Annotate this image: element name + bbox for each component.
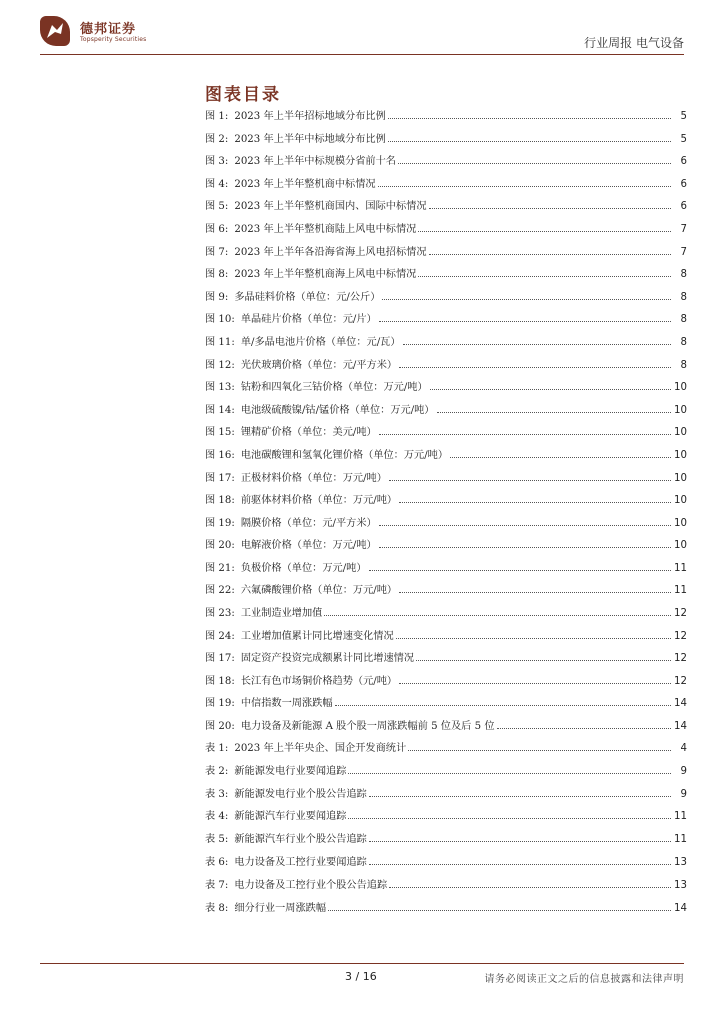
figure-toc-entry[interactable] bbox=[205, 220, 687, 243]
toc-entry-label bbox=[205, 288, 380, 303]
toc-entry-number: 图 24: bbox=[205, 630, 235, 642]
toc-leader-dots bbox=[369, 864, 671, 865]
figure-toc-entry[interactable] bbox=[205, 559, 687, 582]
table-list bbox=[205, 739, 687, 921]
toc-entry-number: 图 12: bbox=[205, 359, 235, 371]
page-number: 3 / 16 bbox=[345, 970, 377, 983]
page-header bbox=[0, 0, 724, 56]
toc-entry-page: 10 bbox=[674, 517, 687, 529]
toc-leader-dots bbox=[348, 818, 671, 819]
toc-entry-number: 图 8: bbox=[205, 269, 229, 281]
toc-entry-title: 电池级硫酸镍/钴/锰价格（单位：万元/吨） bbox=[240, 404, 435, 416]
toc-entry-page: 12 bbox=[674, 653, 687, 665]
toc-entry-page: 6 bbox=[680, 156, 687, 168]
toc-entry-page: 12 bbox=[674, 630, 687, 642]
toc-leader-dots bbox=[369, 796, 671, 797]
toc-entry-number: 图 18: bbox=[205, 675, 235, 687]
table-toc-entry[interactable] bbox=[205, 807, 687, 830]
toc-entry-number: 表 8: bbox=[205, 902, 229, 914]
toc-entry-title: 新能源汽车行业要闻追踪 bbox=[234, 811, 347, 823]
figure-toc-entry[interactable] bbox=[205, 243, 687, 266]
toc-leader-dots bbox=[388, 118, 671, 119]
toc-entry-title: 单晶硅片价格（单位：元/片） bbox=[240, 314, 377, 326]
toc-entry-title: 细分行业一周涨跌幅 bbox=[234, 902, 327, 914]
toc-entry-page: 8 bbox=[680, 336, 687, 348]
toc-entry-page: 14 bbox=[674, 902, 687, 914]
toc-entry-page: 8 bbox=[680, 269, 687, 281]
figure-toc-entry[interactable] bbox=[205, 514, 687, 537]
toc-entry-page: 10 bbox=[674, 540, 687, 552]
table-toc-entry[interactable] bbox=[205, 785, 687, 808]
toc-entry-title: 新能源发电行业个股公告追踪 bbox=[234, 788, 367, 800]
toc-entry-page: 9 bbox=[680, 765, 687, 777]
figure-toc-entry[interactable] bbox=[205, 672, 687, 695]
toc-entry-page: 10 bbox=[674, 495, 687, 507]
toc-entry-label bbox=[205, 152, 396, 167]
toc-entry-label bbox=[205, 130, 386, 145]
toc-entry-title: 光伏玻璃价格（单位：元/平方米） bbox=[240, 359, 398, 371]
toc-entry-label bbox=[205, 356, 397, 371]
toc-entry-page: 12 bbox=[674, 608, 687, 620]
toc-entry-label bbox=[205, 220, 416, 235]
table-toc-entry[interactable] bbox=[205, 876, 687, 899]
toc-entry-label bbox=[205, 107, 386, 122]
toc-entry-label bbox=[205, 672, 397, 687]
toc-leader-dots bbox=[398, 163, 671, 164]
toc-entry-title: 2023 年上半年整机商中标情况 bbox=[234, 178, 376, 190]
toc-entry-title: 钴粉和四氧化三钴价格（单位：万元/吨） bbox=[240, 382, 428, 394]
toc-entry-number: 图 4: bbox=[205, 178, 229, 190]
toc-entry-label bbox=[205, 899, 326, 914]
toc-entry-title: 前驱体材料价格（单位：万元/吨） bbox=[240, 495, 398, 507]
toc-entry-label bbox=[205, 853, 367, 868]
toc-leader-dots bbox=[399, 592, 671, 593]
header-divider bbox=[40, 54, 684, 55]
toc-entry-number: 图 7: bbox=[205, 246, 229, 258]
toc-entry-page: 10 bbox=[674, 382, 687, 394]
toc-entry-page: 14 bbox=[674, 721, 687, 733]
toc-entry-page: 11 bbox=[674, 585, 687, 597]
toc-entry-title: 负极价格（单位：万元/吨） bbox=[240, 562, 367, 574]
toc-entry-number: 图 21: bbox=[205, 562, 235, 574]
toc-entry-number: 图 19: bbox=[205, 698, 235, 710]
toc-leader-dots bbox=[408, 750, 671, 751]
table-toc-entry[interactable] bbox=[205, 739, 687, 762]
toc-leader-dots bbox=[429, 208, 671, 209]
figure-toc-entry[interactable] bbox=[205, 446, 687, 469]
toc-entry-number: 图 23: bbox=[205, 608, 235, 620]
toc-leader-dots bbox=[369, 570, 671, 571]
toc-entry-label bbox=[205, 175, 376, 190]
toc-entry-label bbox=[205, 197, 427, 212]
toc-entry-title: 新能源汽车行业个股公告追踪 bbox=[234, 834, 367, 846]
report-type: 行业周报 电气设备 bbox=[584, 36, 684, 50]
figure-toc-entry[interactable] bbox=[205, 333, 687, 356]
toc-entry-label bbox=[205, 446, 448, 461]
toc-title: 图表目录 bbox=[205, 85, 281, 105]
toc-entry-label bbox=[205, 581, 397, 596]
figure-toc-entry[interactable] bbox=[205, 627, 687, 650]
toc-leader-dots bbox=[389, 887, 671, 888]
toc-entry-number: 图 10: bbox=[205, 314, 235, 326]
toc-leader-dots bbox=[450, 457, 671, 458]
toc-entry-title: 工业增加值累计同比增速变化情况 bbox=[240, 630, 394, 642]
figure-toc-entry[interactable] bbox=[205, 604, 687, 627]
toc-leader-dots bbox=[418, 276, 671, 277]
toc-entry-title: 2023 年上半年整机商国内、国际中标情况 bbox=[234, 201, 427, 213]
figure-list bbox=[205, 107, 687, 740]
toc-entry-title: 中信指数一周涨跌幅 bbox=[240, 698, 333, 710]
toc-entry-title: 2023 年上半年央企、国企开发商统计 bbox=[234, 743, 407, 754]
toc-entry-number: 图 18: bbox=[205, 495, 235, 507]
toc-entry-title: 2023 年上半年整机商海上风电中标情况 bbox=[234, 269, 417, 281]
toc-entry-page: 14 bbox=[674, 698, 687, 710]
toc-leader-dots bbox=[324, 615, 671, 616]
toc-entry-title: 六氟磷酸锂价格（单位：万元/吨） bbox=[240, 585, 398, 597]
company-logo-icon bbox=[40, 16, 70, 46]
toc-leader-dots bbox=[379, 434, 671, 435]
figure-toc-entry[interactable] bbox=[205, 175, 687, 198]
figure-toc-entry[interactable] bbox=[205, 107, 687, 130]
toc-entry-title: 新能源发电行业要闻追踪 bbox=[234, 765, 347, 777]
toc-entry-number: 图 13: bbox=[205, 382, 235, 394]
legal-disclaimer: 请务必阅读正文之后的信息披露和法律声明 bbox=[484, 974, 684, 985]
toc-entry-number: 图 20: bbox=[205, 721, 235, 733]
toc-leader-dots bbox=[379, 547, 671, 548]
toc-entry-label bbox=[205, 604, 322, 619]
toc-entry-page: 10 bbox=[674, 427, 687, 439]
figure-toc-entry[interactable] bbox=[205, 649, 687, 672]
toc-leader-dots bbox=[399, 367, 671, 368]
toc-leader-dots bbox=[335, 705, 671, 706]
toc-leader-dots bbox=[429, 254, 671, 255]
toc-entry-number: 图 11: bbox=[205, 336, 235, 348]
toc-entry-title: 电池碳酸锂和氢氧化锂价格（单位：万元/吨） bbox=[240, 449, 449, 461]
toc-leader-dots bbox=[379, 525, 671, 526]
toc-entry-number: 表 2: bbox=[205, 765, 229, 777]
toc-entry-page: 11 bbox=[674, 834, 687, 846]
toc-entry-page: 6 bbox=[680, 178, 687, 190]
toc-entry-title: 固定资产投资完成额累计同比增速情况 bbox=[240, 653, 415, 665]
toc-entry-label bbox=[205, 378, 428, 393]
toc-entry-page: 9 bbox=[680, 788, 687, 800]
table-toc-entry[interactable] bbox=[205, 853, 687, 876]
toc-entry-page: 8 bbox=[680, 359, 687, 371]
toc-entry-title: 正极材料价格（单位：万元/吨） bbox=[240, 472, 387, 484]
toc-leader-dots bbox=[396, 638, 671, 639]
toc-leader-dots bbox=[399, 683, 671, 684]
toc-entry-title: 单/多晶电池片价格（单位：元/瓦） bbox=[240, 336, 401, 348]
figure-toc-entry[interactable] bbox=[205, 423, 687, 446]
toc-leader-dots bbox=[379, 321, 671, 322]
toc-entry-title: 电力设备及工控行业要闻追踪 bbox=[234, 856, 367, 868]
toc-leader-dots bbox=[328, 910, 671, 911]
toc-leader-dots bbox=[403, 344, 671, 345]
toc-leader-dots bbox=[437, 412, 672, 413]
figure-toc-entry[interactable] bbox=[205, 130, 687, 153]
toc-entry-page: 4 bbox=[680, 743, 687, 754]
toc-entry-label bbox=[205, 627, 394, 642]
toc-entry-title: 锂精矿价格（单位：美元/吨） bbox=[240, 427, 377, 439]
toc-entry-number: 表 5: bbox=[205, 834, 229, 846]
toc-entry-page: 8 bbox=[680, 314, 687, 326]
figure-toc-entry[interactable] bbox=[205, 310, 687, 333]
toc-entry-label bbox=[205, 310, 377, 325]
figure-toc-entry[interactable] bbox=[205, 197, 687, 220]
table-toc-entry[interactable] bbox=[205, 830, 687, 853]
toc-entry-page: 5 bbox=[680, 133, 687, 145]
toc-entry-title: 电力设备及新能源 A 股个股一周涨跌幅前 5 位及后 5 位 bbox=[240, 721, 495, 733]
toc-entry-title: 隔膜价格（单位：元/平方米） bbox=[240, 517, 377, 529]
toc-entry-number: 图 9: bbox=[205, 291, 229, 303]
toc-entry-number: 图 19: bbox=[205, 517, 235, 529]
figure-toc-entry[interactable] bbox=[205, 694, 687, 717]
toc-entry-label bbox=[205, 649, 414, 664]
toc-entry-page: 10 bbox=[674, 449, 687, 461]
toc-leader-dots bbox=[348, 773, 671, 774]
toc-entry-page: 7 bbox=[680, 223, 687, 235]
toc-leader-dots bbox=[389, 480, 671, 481]
brand-name-en: Topsperity Securities bbox=[80, 36, 147, 43]
toc-leader-dots bbox=[382, 299, 671, 300]
toc-entry-label bbox=[205, 514, 377, 529]
toc-entry-label bbox=[205, 536, 377, 551]
figure-toc-entry[interactable] bbox=[205, 491, 687, 514]
toc-entry-page: 8 bbox=[680, 291, 687, 303]
toc-entry-label bbox=[205, 785, 367, 800]
figure-toc-entry[interactable] bbox=[205, 536, 687, 559]
figure-toc-entry[interactable] bbox=[205, 581, 687, 604]
toc-entry-title: 2023 年上半年中标地域分布比例 bbox=[234, 133, 386, 145]
footer-divider bbox=[40, 963, 684, 964]
toc-entry-number: 表 6: bbox=[205, 856, 229, 868]
toc-entry-title: 2023 年上半年招标地域分布比例 bbox=[234, 111, 386, 122]
toc-entry-number: 图 1: bbox=[205, 111, 229, 122]
toc-entry-number: 图 17: bbox=[205, 653, 235, 665]
toc-entry-page: 11 bbox=[674, 562, 687, 574]
toc-entry-title: 多晶硅料价格（单位：元/公斤） bbox=[234, 291, 381, 303]
toc-entry-number: 图 14: bbox=[205, 404, 235, 416]
toc-leader-dots bbox=[399, 502, 671, 503]
toc-entry-page: 5 bbox=[680, 111, 687, 122]
brand-name-cn: 德邦证券 bbox=[80, 22, 137, 37]
toc-entry-number: 图 17: bbox=[205, 472, 235, 484]
figure-toc-entry[interactable] bbox=[205, 265, 687, 288]
toc-entry-label bbox=[205, 807, 346, 822]
toc-entry-number: 图 5: bbox=[205, 201, 229, 213]
toc-entry-page: 13 bbox=[674, 856, 687, 868]
toc-entry-number: 表 4: bbox=[205, 811, 229, 823]
toc-entry-label bbox=[205, 559, 367, 574]
figure-toc-entry[interactable] bbox=[205, 152, 687, 175]
toc-entry-label bbox=[205, 265, 416, 280]
toc-entry-page: 7 bbox=[680, 246, 687, 258]
toc-entry-title: 2023 年上半年整机商陆上风电中标情况 bbox=[234, 223, 417, 235]
toc-entry-label bbox=[205, 401, 435, 416]
toc-entry-page: 10 bbox=[674, 404, 687, 416]
toc-entry-label bbox=[205, 694, 333, 709]
toc-entry-page: 10 bbox=[674, 472, 687, 484]
toc-entry-number: 表 1: bbox=[205, 743, 229, 754]
toc-entry-page: 12 bbox=[674, 675, 687, 687]
figure-toc-entry[interactable] bbox=[205, 378, 687, 401]
figure-toc-entry[interactable] bbox=[205, 469, 687, 492]
toc-entry-number: 图 6: bbox=[205, 223, 229, 235]
toc-entry-title: 电力设备及工控行业个股公告追踪 bbox=[234, 879, 388, 891]
toc-entry-title: 长江有色市场铜价格趋势（元/吨） bbox=[240, 675, 398, 687]
toc-entry-title: 2023 年上半年中标规模分省前十名 bbox=[234, 156, 396, 168]
toc-leader-dots bbox=[418, 231, 671, 232]
toc-entry-label bbox=[205, 243, 427, 258]
toc-entry-label bbox=[205, 717, 495, 732]
table-toc-entry[interactable] bbox=[205, 899, 687, 922]
toc-entry-label bbox=[205, 469, 387, 484]
toc-entry-title: 工业制造业增加值 bbox=[240, 608, 323, 620]
toc-entry-page: 6 bbox=[680, 201, 687, 213]
toc-leader-dots bbox=[416, 660, 671, 661]
toc-entry-title: 2023 年上半年各沿海省海上风电招标情况 bbox=[234, 246, 427, 258]
toc-leader-dots bbox=[388, 141, 671, 142]
figure-toc-entry[interactable] bbox=[205, 356, 687, 379]
toc-entry-number: 图 22: bbox=[205, 585, 235, 597]
figure-toc-entry[interactable] bbox=[205, 717, 687, 740]
toc-leader-dots bbox=[369, 841, 671, 842]
toc-entry-page: 13 bbox=[674, 879, 687, 891]
toc-entry-label bbox=[205, 876, 387, 891]
figure-toc-entry[interactable] bbox=[205, 401, 687, 424]
toc-entry-number: 图 2: bbox=[205, 133, 229, 145]
toc-leader-dots bbox=[378, 186, 671, 187]
toc-entry-title: 电解液价格（单位：万元/吨） bbox=[240, 540, 377, 552]
toc-entry-number: 图 20: bbox=[205, 540, 235, 552]
toc-entry-number: 表 3: bbox=[205, 788, 229, 800]
toc-leader-dots bbox=[497, 728, 671, 729]
toc-entry-label bbox=[205, 762, 346, 777]
toc-entry-label bbox=[205, 333, 401, 348]
toc-entry-label bbox=[205, 491, 397, 506]
table-toc-entry[interactable] bbox=[205, 762, 687, 785]
figure-toc-entry[interactable] bbox=[205, 288, 687, 311]
toc-entry-number: 图 16: bbox=[205, 449, 235, 461]
toc-entry-number: 图 3: bbox=[205, 156, 229, 168]
toc-entry-label bbox=[205, 739, 406, 754]
toc-leader-dots bbox=[430, 389, 671, 390]
toc-entry-number: 图 15: bbox=[205, 427, 235, 439]
toc-entry-number: 表 7: bbox=[205, 879, 229, 891]
toc-entry-page: 11 bbox=[674, 811, 687, 823]
toc-entry-label bbox=[205, 423, 377, 438]
toc-entry-label bbox=[205, 830, 367, 845]
